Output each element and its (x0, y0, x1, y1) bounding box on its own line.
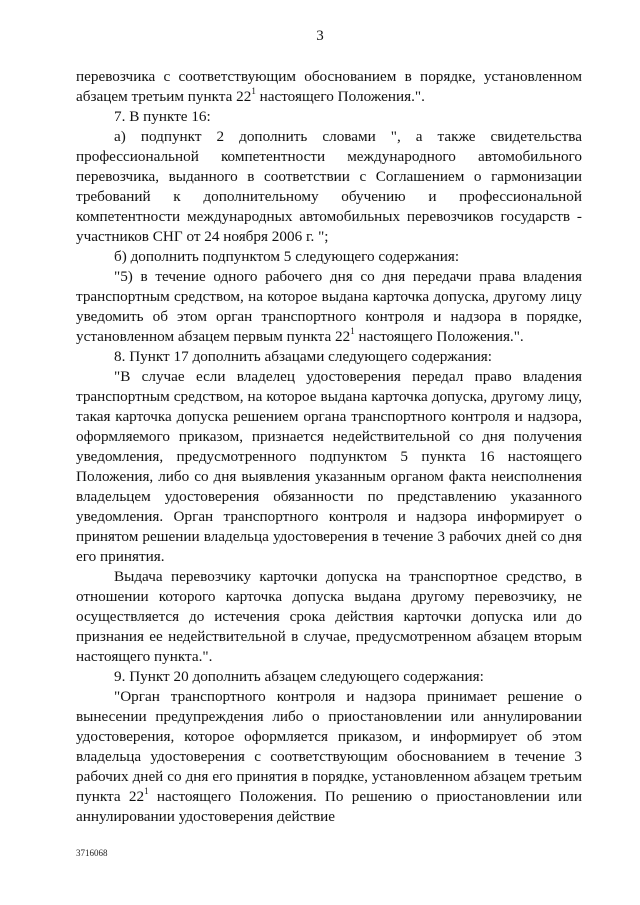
paragraph (76, 127, 582, 247)
paragraph (76, 267, 582, 347)
text-run: "В случае если владелец удостоверения передал право владения транспортным средством, на которое выдана карточка допуска, другому лицу, такая карточка допуска решением органа транспортного контроля и надзора, оформляемого приказом, признается недействительной со дня получения уведомления, предусмотренного подпунктом 5 пункта 16 настоящего Положения, либо со дня выявления указанным органом факта неисполнения владельцем удостоверения обязанности по представлению указанного уведомления. Орган транспортного контроля и надзора информирует о принятом решении владельца удостоверения в течение 3 рабочих дней со дня его принятия. (76, 368, 582, 565)
paragraph (76, 347, 582, 367)
text-run: 9. Пункт 20 дополнить абзацем следующего содержания: (114, 668, 484, 685)
text-run: перевозчика с соответствующим обоснованием в порядке, установленном абзацем третьим пункта 22 (76, 68, 582, 105)
text-run: настоящего Положения.". (354, 328, 524, 345)
text-run: настоящего Положения. По решению о приостановлении или аннулировании удостоверения действие (76, 788, 582, 825)
paragraph (76, 687, 582, 827)
text-run: настоящего Положения.". (255, 88, 425, 105)
paragraph (76, 67, 582, 107)
paragraph (76, 567, 582, 667)
text-run: а) подпункт 2 дополнить словами ", а также свидетельства профессиональной компетентности международного автомобильного перевозчика, выданного в соответствии с Соглашением о гармонизации требований к дополнительному обучению и профессиональной компетентности международных автомобильных перевозчиков государств - участников СНГ от 24 ноября 2006 г. "; (76, 128, 582, 245)
text-run: "5) в течение одного рабочего дня со дня передачи права владения транспортным средством, на которое выдана карточка допуска, другому лицу уведомить об этом орган транспортного контроля и надзора в порядке, установленном абзацем первым пункта 22 (76, 268, 582, 345)
paragraph (76, 367, 582, 567)
paragraph (76, 107, 582, 127)
superscript: 1 (350, 325, 355, 336)
paragraph (76, 667, 582, 687)
document-body (76, 67, 582, 827)
text-run: 8. Пункт 17 дополнить абзацами следующего содержания: (114, 348, 492, 365)
text-run: "Орган транспортного контроля и надзора принимает решение о вынесении предупреждения либо о приостановлении или аннулировании удостоверения, которое оформляется приказом, и информирует об этом владельца удостоверения с соответствующим обоснованием в течение 3 рабочих дней со дня его принятия в порядке, установленном абзацем третьим пункта 22 (76, 688, 582, 805)
paragraph (76, 247, 582, 267)
text-run: б) дополнить подпунктом 5 следующего содержания: (114, 248, 460, 265)
page-number: 3 (316, 28, 324, 44)
document-code: 3716068 (76, 848, 108, 858)
text-run: 7. В пункте 16: (114, 108, 211, 125)
text-run: Выдача перевозчику карточки допуска на транспортное средство, в отношении которого карточка допуска выдана другому перевозчику, не осуществляется до истечения срока действия карточки допуска или до признания ее недействительной в случае, предусмотренном абзацем вторым настоящего пункта.". (76, 568, 582, 665)
superscript: 1 (251, 85, 256, 96)
superscript: 1 (144, 785, 149, 796)
